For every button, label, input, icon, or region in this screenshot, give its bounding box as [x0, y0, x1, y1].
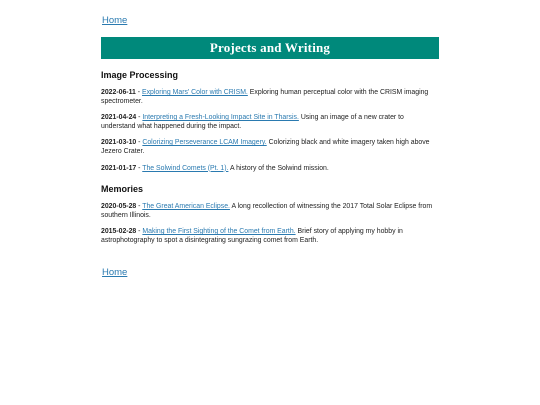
page-container — [101, 0, 439, 280]
entry-date: 2021-03-10 — [101, 139, 137, 147]
list-item — [101, 89, 439, 106]
entry-date: 2015-02-28 — [101, 228, 137, 236]
entry-separator: - — [136, 139, 143, 147]
list-item — [101, 228, 439, 245]
entry-link[interactable]: The Great American Eclipse. — [142, 203, 230, 211]
list-item — [101, 114, 439, 131]
entry-description: Brief story of applying my hobby in astrophotography to spot a disintegrating sungrazing comet from Earth. — [101, 228, 403, 244]
list-item — [101, 165, 439, 174]
page-title: Projects and Writing — [209, 40, 331, 55]
entry-separator: - — [136, 114, 143, 122]
list-item — [101, 139, 439, 156]
entry-description: A long recollection of witnessing the 2017 Total Solar Eclipse from southern Illinois. — [101, 203, 433, 219]
section-heading: Image Processing — [101, 70, 179, 80]
entry-date: 2022-06-11 — [101, 89, 136, 96]
footer — [101, 262, 439, 280]
home-link-top[interactable]: Home — [102, 15, 128, 26]
list-item — [101, 203, 439, 220]
entry-link[interactable]: Colorizing Perseverance LCAM Imagery. — [142, 139, 267, 147]
entry-link[interactable]: The Solwind Comets (Pt. 1). — [142, 164, 229, 172]
entry-link[interactable]: Exploring Mars' Color with CRISM. — [142, 89, 248, 96]
entry-separator: - — [135, 89, 142, 96]
page-banner — [101, 37, 439, 59]
section-heading: Memories — [101, 184, 144, 195]
entry-date: 2020-05-28 — [101, 203, 137, 211]
entry-date: 2021-04-24 — [101, 114, 137, 122]
entry-description: Using an image of a new crater to understand what happened during the impact. — [101, 114, 404, 130]
home-link-bottom[interactable]: Home — [102, 266, 128, 278]
section-memories — [101, 184, 439, 245]
section-image-processing — [101, 70, 439, 173]
entry-link[interactable]: Interpreting a Fresh-Looking Impact Site in Tharsis. — [142, 114, 299, 122]
entry-description: Exploring human perceptual color with the CRISM imaging spectrometer. — [101, 89, 429, 105]
entry-link[interactable]: Making the First Sighting of the Comet from Earth. — [142, 228, 296, 236]
entry-separator: - — [136, 203, 143, 211]
entry-description: Colorizing black and white imagery taken high above Jezero Crater. — [101, 139, 430, 155]
entry-description: A history of the Solwind mission. — [229, 164, 329, 172]
entry-separator: - — [136, 164, 143, 172]
entry-separator: - — [136, 228, 143, 236]
entry-date: 2021-01-17 — [101, 164, 137, 172]
